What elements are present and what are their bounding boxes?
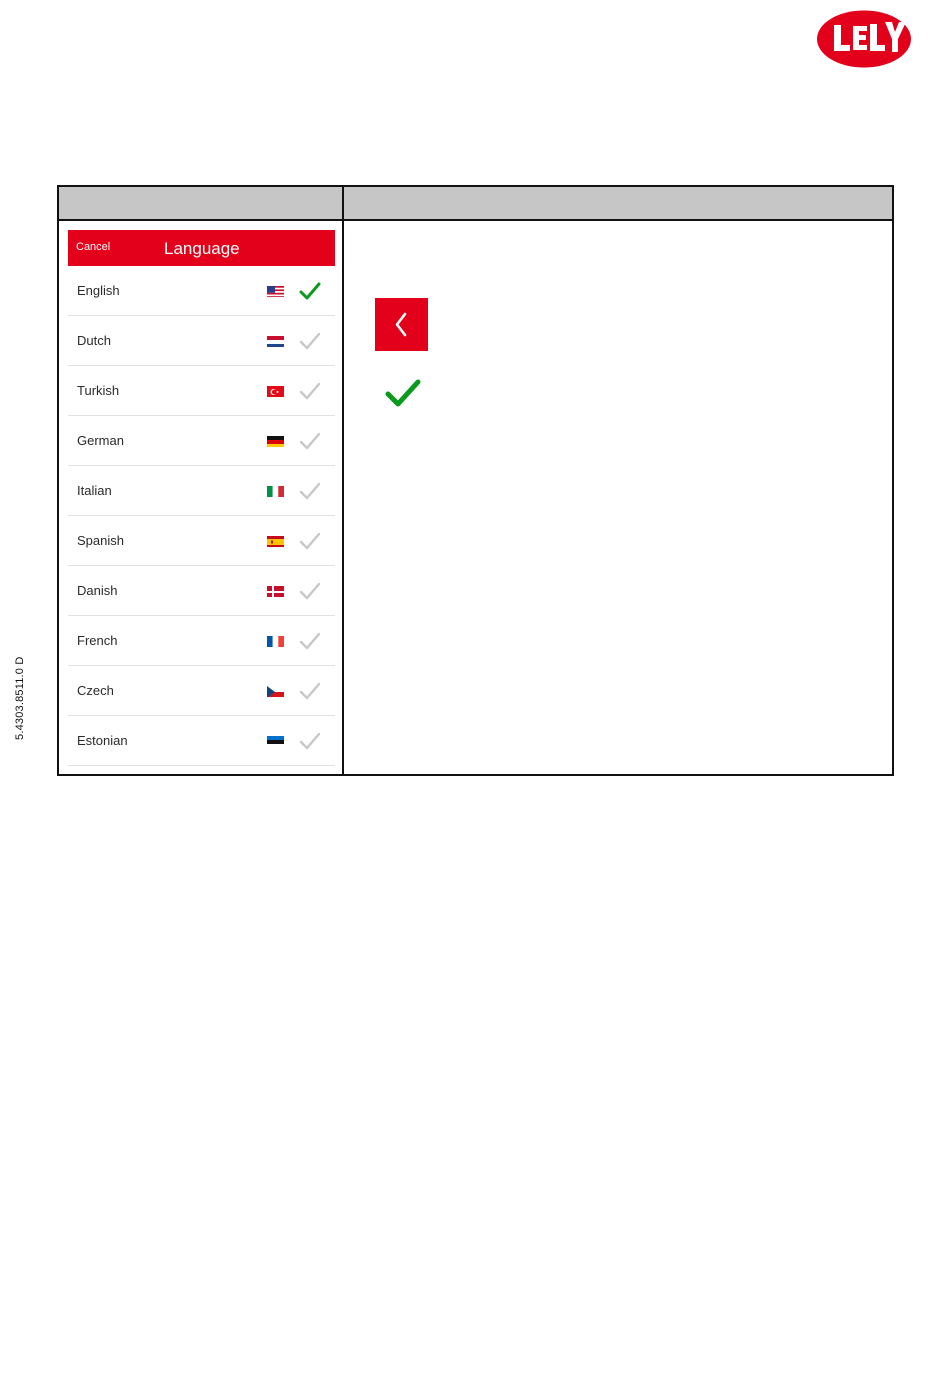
language-name: Estonian (77, 733, 128, 748)
language-item-turkish[interactable] (68, 366, 335, 416)
language-item-italian[interactable] (68, 466, 335, 516)
language-name: Dutch (77, 333, 111, 348)
checkmark-icon (299, 381, 321, 401)
language-item-danish[interactable] (68, 566, 335, 616)
language-item-czech[interactable] (68, 666, 335, 716)
language-name: Spanish (77, 533, 124, 548)
language-name: Italian (77, 483, 112, 498)
checkmark-icon (299, 281, 321, 301)
checkmark-icon (299, 731, 321, 751)
language-name: Czech (77, 683, 114, 698)
checkmark-icon (299, 431, 321, 451)
checkmark-icon (299, 331, 321, 351)
cancel-button[interactable]: Cancel (76, 241, 111, 253)
tr-flag-icon (267, 385, 284, 397)
checkmark-icon (299, 581, 321, 601)
chevron-left-icon (375, 298, 428, 351)
checkmark-icon (299, 631, 321, 651)
checkmark-icon (299, 481, 321, 501)
language-name: Turkish (77, 383, 120, 398)
language-name: Danish (77, 583, 118, 598)
checkmark-icon (299, 681, 321, 701)
language-title: Language (164, 239, 240, 258)
table-header (59, 187, 892, 221)
language-item-german[interactable] (68, 416, 335, 466)
fr-flag-icon (267, 635, 284, 647)
checkmark-icon (299, 531, 321, 551)
checkmark-icon (385, 377, 421, 409)
ee-flag-icon (267, 735, 284, 747)
language-list (68, 266, 335, 766)
us-flag-icon (267, 285, 284, 297)
column-divider (342, 187, 344, 774)
language-header-bar (68, 230, 335, 266)
language-name: French (77, 633, 118, 648)
document-code: 5.4303.8511.0 D (14, 656, 26, 740)
lely-logo (816, 10, 912, 68)
nl-flag-icon (267, 335, 284, 347)
language-item-dutch[interactable] (68, 316, 335, 366)
language-item-french[interactable] (68, 616, 335, 666)
es-flag-icon (267, 535, 284, 547)
dk-flag-icon (267, 585, 284, 597)
language-item-english[interactable] (68, 266, 335, 316)
back-button[interactable] (375, 298, 428, 351)
instruction-table (57, 185, 894, 776)
cz-flag-icon (267, 685, 284, 697)
de-flag-icon (267, 435, 284, 447)
it-flag-icon (267, 485, 284, 497)
language-name: English (77, 283, 120, 298)
language-name: German (77, 433, 124, 448)
language-item-estonian[interactable] (68, 716, 335, 766)
language-item-spanish[interactable] (68, 516, 335, 566)
language-screen (68, 230, 335, 766)
